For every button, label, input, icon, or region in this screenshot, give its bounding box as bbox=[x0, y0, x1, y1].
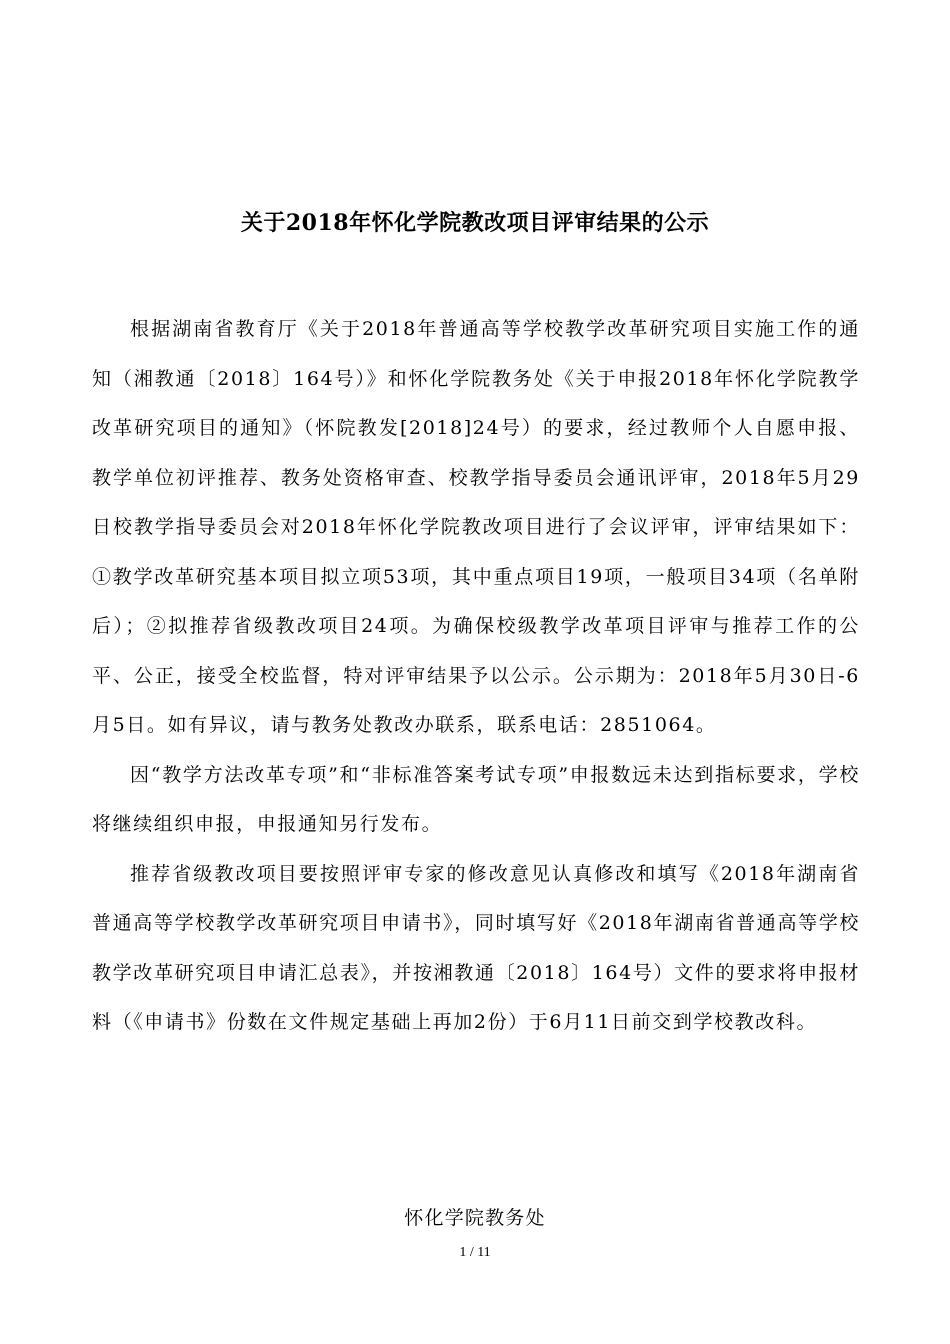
paragraph-provincial-submission: 推荐省级教改项目要按照评审专家的修改意见认真修改和填写《2018年湖南省普通高等学校教学改革研究项目申请书》，同时填写好《2018年湖南省普通高等学校教学改革研究项目申请汇总表》，并按湘教通〔2018〕164号）文件的要求将申报材料（《申请书》份数在文件规定基础上再加2份）于6月11日前交到学校教改科。 bbox=[92, 862, 860, 1033]
document-title: 关于2018年怀化学院教改项目评审结果的公示 bbox=[240, 210, 710, 236]
page-number: 1 / 11 bbox=[459, 1245, 491, 1260]
paragraph-special-projects: 因“教学方法改革专项”和“非标准答案考试专项”申报数远未达到指标要求，学校将继续组织申报，申报通知另行发布。 bbox=[92, 763, 860, 835]
paragraph-announcement: 根据湖南省教育厅《关于2018年普通高等学校教学改革研究项目实施工作的通知（湘教通〔2018〕164号）》和怀化学院教务处《关于申报2018年怀化学院教学改革研究项目的通知》（怀院教发[2018]24号）的要求，经过教师个人自愿申报、教学单位初评推荐、教务处资格审查、校教学指导委员会通讯评审，2018年5月29日校教学指导委员会对2018年怀化学院教改项目进行了会议评审，评审结果如下：①教学改革研究基本项目拟立项53项，其中重点项目19项，一般项目34项（名单附后）；②拟推荐省级教改项目24项。为确保校级教学改革项目评审与推荐工作的公平、公正，接受全校监督，特对评审结果予以公示。公示期为：2018年5月30日-6月5日。如有异议，请与教务处教改办联系，联系电话：2851064。 bbox=[92, 318, 860, 736]
document-body bbox=[92, 305, 860, 1048]
signature: 怀化学院教务处 bbox=[404, 1207, 546, 1229]
